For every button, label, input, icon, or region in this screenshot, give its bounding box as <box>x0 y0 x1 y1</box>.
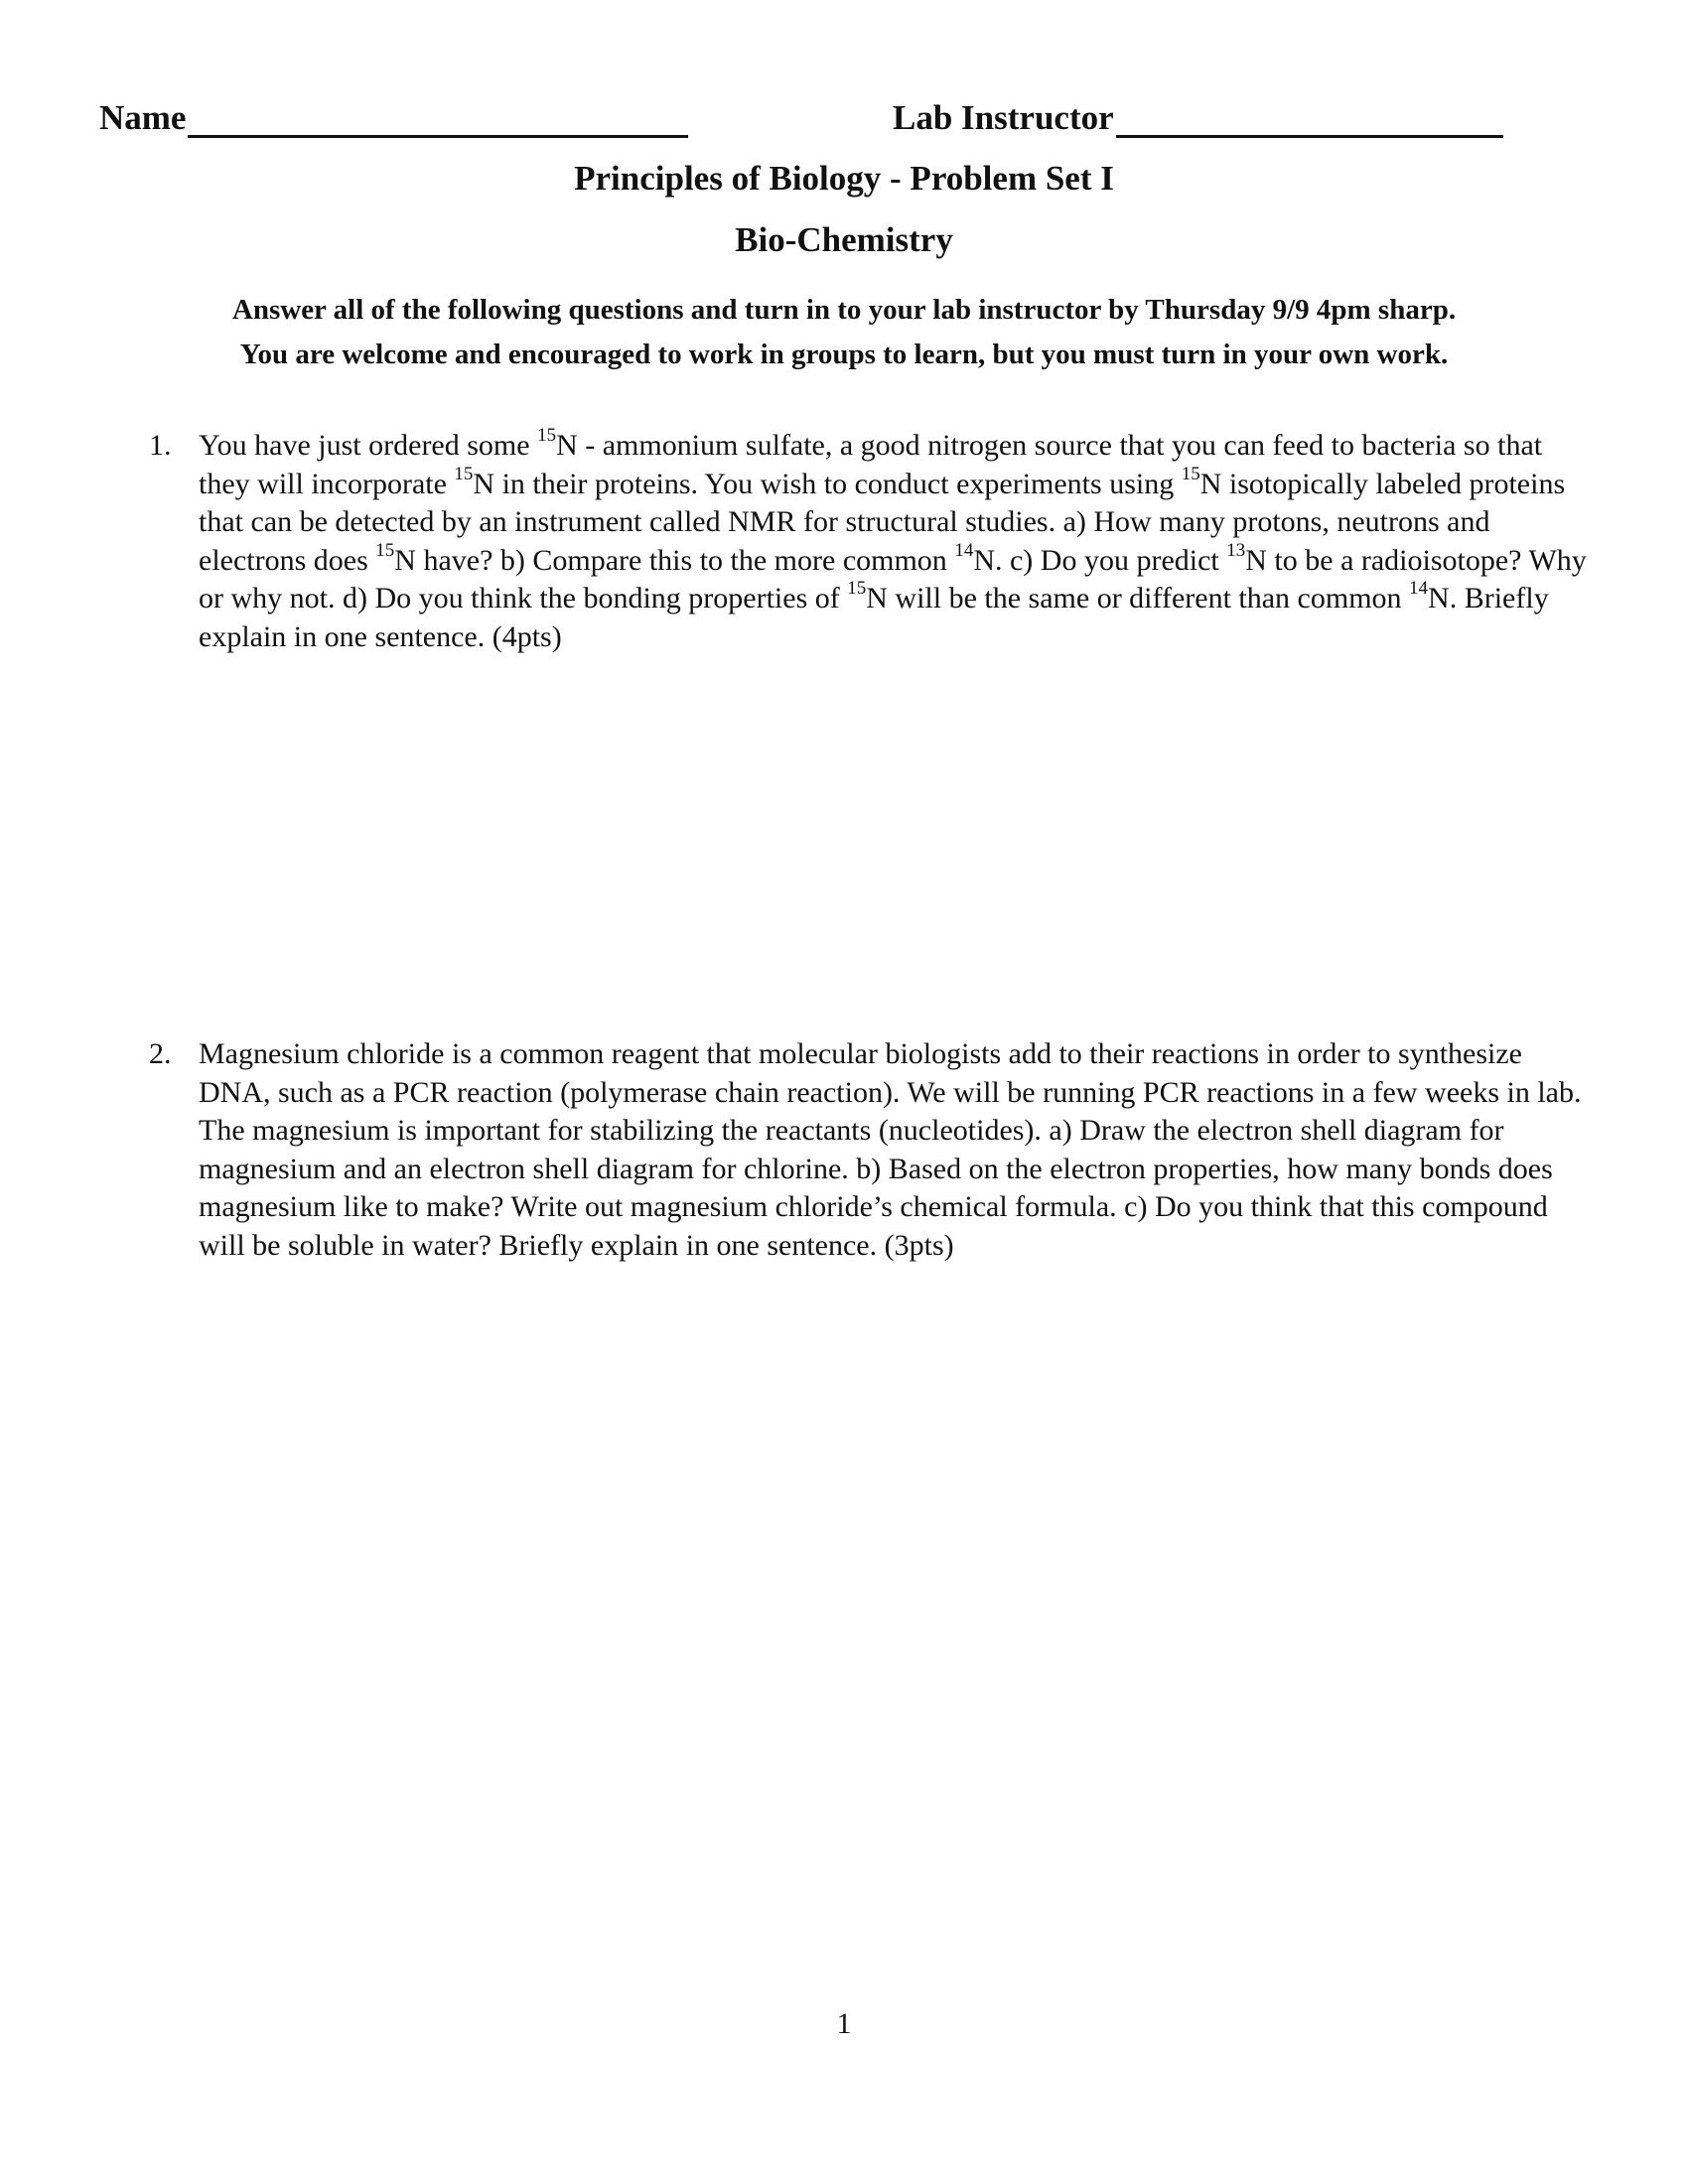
name-label: Name <box>99 98 187 137</box>
isotope-superscript: 14 <box>954 539 974 561</box>
question-text: You have just ordered some $^{15}$N - ammonium sulfate, a good nitrogen source that you can feed to bacteria so that they will incorporate $^{15}$N in their proteins. You wish to conduct experiments using $^{15}$N isotopically labeled proteins that can be detected by an instrument called NMR for structural studies. a) How many protons, neutrons and electrons does $^{15}$N have? b) Compare this to the more common $^{14}$N. c) Do you predict $^{13}$N to be a radioisotope? Why or why not. d) Do you think the bonding properties of $^{15}$N will be the same or different than common $^{14}$N. Briefly explain in one sentence. (4pts) <box>199 425 1587 653</box>
document-title: Principles of Biology - Problem Set I <box>574 159 1114 198</box>
instruction-line: Answer all of the following questions and turn in to your lab instructor by Thursday 9/9 4pm sharp. <box>231 294 1457 326</box>
document-subtitle: Bio-Chemistry <box>735 220 953 259</box>
isotope-superscript: 15 <box>537 425 557 446</box>
header-fields <box>99 97 1589 147</box>
question-number: 1. <box>149 429 172 462</box>
question-text: Magnesium chloride is a common reagent that molecular biologists add to their reactions in order to synthesize DNA, such as a PCR reaction (polymerase chain reaction). We will be running PCR reactions in a few weeks in lab. The magnesium is important for stabilizing the reactants (nucleotides). a) Draw the electron shell diagram for magnesium and an electron shell diagram for chlorine. b) Based on the electron properties, how many bonds does magnesium like to make? Write out magnesium chloride’s chemical formula. c) Do you think that this compound will be soluble in water? Briefly explain in one sentence. (3pts) <box>199 1037 1582 1262</box>
isotope-superscript: 15 <box>375 539 395 561</box>
isotope-superscript: 14 <box>1409 578 1429 599</box>
lab-instructor-label: Lab Instructor <box>893 98 1114 137</box>
page-number: 1 <box>836 2007 852 2040</box>
lab-instructor-field <box>893 97 1503 138</box>
name-field <box>99 97 688 138</box>
isotope-superscript: 15 <box>454 463 474 484</box>
name-blank-line <box>188 97 688 138</box>
isotope-superscript: 15 <box>847 578 867 599</box>
question-1 <box>149 427 1599 656</box>
question-number: 2. <box>149 1037 172 1070</box>
instructions <box>99 288 1589 377</box>
isotope-superscript: 13 <box>1226 539 1246 561</box>
lab-instructor-blank-line <box>1116 97 1503 138</box>
isotope-superscript: 15 <box>1181 463 1200 484</box>
instruction-line: You are welcome and encouraged to work in groups to learn, but you must turn in your own work. <box>239 339 1449 370</box>
question-2 <box>149 1035 1599 1265</box>
